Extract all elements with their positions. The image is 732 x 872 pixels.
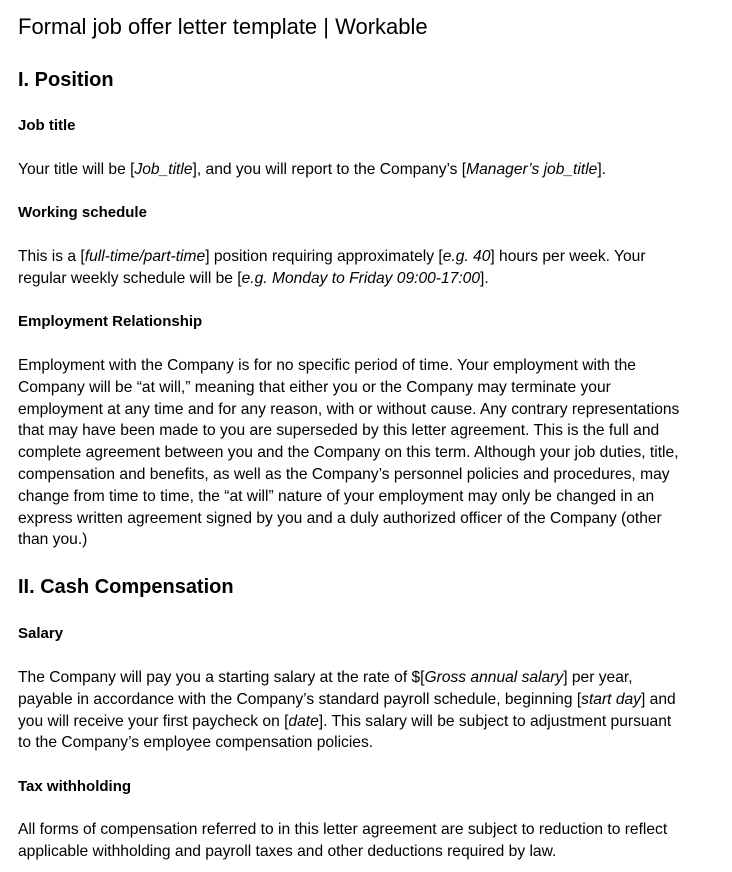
text-line: [18, 711, 722, 733]
text-run: ], and you will report to the Company’s [: [192, 161, 467, 178]
text-run: express written agreement signed by you and a duly authorized officer of the Company (other: [18, 509, 662, 527]
text-line: [18, 667, 722, 689]
text-run: ].: [480, 269, 489, 287]
placeholder-text: Manager’s job_title: [466, 161, 598, 178]
text-line: [18, 529, 722, 551]
section-heading-cash-compensation: II. Cash Compensation: [18, 576, 234, 598]
paragraph-salary: [18, 667, 722, 754]
text-run: Company will be “at will,” meaning that either you or the Company may terminate your: [18, 378, 611, 396]
text-run: ]. This salary will be subject to adjustment pursuant: [318, 712, 672, 730]
document-title: Formal job offer letter template | Workable: [18, 14, 428, 39]
text-line: [18, 819, 722, 841]
text-line: [18, 420, 722, 442]
text-run: ] hours per week. Your: [490, 248, 646, 265]
paragraph-tax-withholding: [18, 819, 722, 863]
text-line: [18, 732, 722, 754]
text-run: employment at any time and for any reason, with or without cause. Any contrary representations: [18, 400, 680, 418]
placeholder-text: Job_title: [134, 161, 193, 178]
text-line: [18, 689, 722, 711]
paragraph-job-title: [18, 159, 722, 181]
text-run: regular weekly schedule will be [: [18, 269, 242, 287]
section-heading-position: I. Position: [18, 69, 114, 91]
paragraph-working-schedule: [18, 246, 722, 290]
text-run: All forms of compensation referred to in this letter agreement are subject to reduction to reflect: [18, 821, 668, 838]
text-run: payable in accordance with the Company’s standard payroll schedule, beginning [: [18, 690, 582, 708]
text-line: [18, 841, 722, 863]
placeholder-text: date: [288, 712, 319, 730]
text-line: [18, 246, 722, 268]
text-line: [18, 355, 722, 377]
text-line: [18, 442, 722, 464]
placeholder-text: e.g. Monday to Friday 09:00-17:00: [241, 269, 481, 287]
text-run: compensation and benefits, as well as the Company’s personnel policies and procedures, may: [18, 465, 670, 483]
text-run: Employment with the Company is for no specific period of time. Your employment with the: [18, 357, 636, 374]
paragraph-employment-relationship: [18, 355, 722, 551]
text-line: [18, 268, 722, 290]
text-line: [18, 508, 722, 530]
text-line: [18, 464, 722, 486]
text-run: The Company will pay you a starting salary at the rate of $[: [18, 669, 425, 686]
text-line: [18, 486, 722, 508]
text-run: than you.): [18, 531, 88, 549]
text-run: you will receive your first paycheck on [: [18, 712, 289, 730]
text-line: [18, 399, 722, 421]
text-run: to the Company’s employee compensation policies.: [18, 734, 374, 752]
placeholder-text: full-time/part-time: [84, 248, 206, 265]
text-run: Your title will be [: [18, 161, 135, 178]
text-run: ] position requiring approximately [: [205, 248, 443, 265]
subheading-tax-withholding: Tax withholding: [18, 778, 132, 795]
text-run: This is a [: [18, 248, 85, 265]
subheading-job-title: Job title: [18, 117, 76, 134]
text-line: [18, 377, 722, 399]
text-run: ] and: [640, 690, 676, 708]
subheading-employment-relationship: Employment Relationship: [18, 313, 203, 330]
text-run: change from time to time, the “at will” nature of your employment may only be changed in an: [18, 487, 655, 505]
placeholder-text: Gross annual salary: [424, 669, 564, 686]
text-run: complete agreement between you and the Company on this term. Although your job duties, title,: [18, 444, 679, 462]
subheading-salary: Salary: [18, 625, 64, 642]
text-run: ].: [597, 161, 606, 178]
text-run: ] per year,: [563, 669, 633, 686]
text-run: that may have been made to you are superseded by this letter agreement. This is the full and: [18, 422, 660, 440]
subheading-working-schedule: Working schedule: [18, 204, 147, 221]
text-run: applicable withholding and payroll taxes and other deductions required by law.: [18, 842, 557, 860]
text-line: [18, 159, 722, 181]
placeholder-text: e.g. 40: [442, 248, 491, 265]
placeholder-text: start day: [581, 690, 641, 708]
